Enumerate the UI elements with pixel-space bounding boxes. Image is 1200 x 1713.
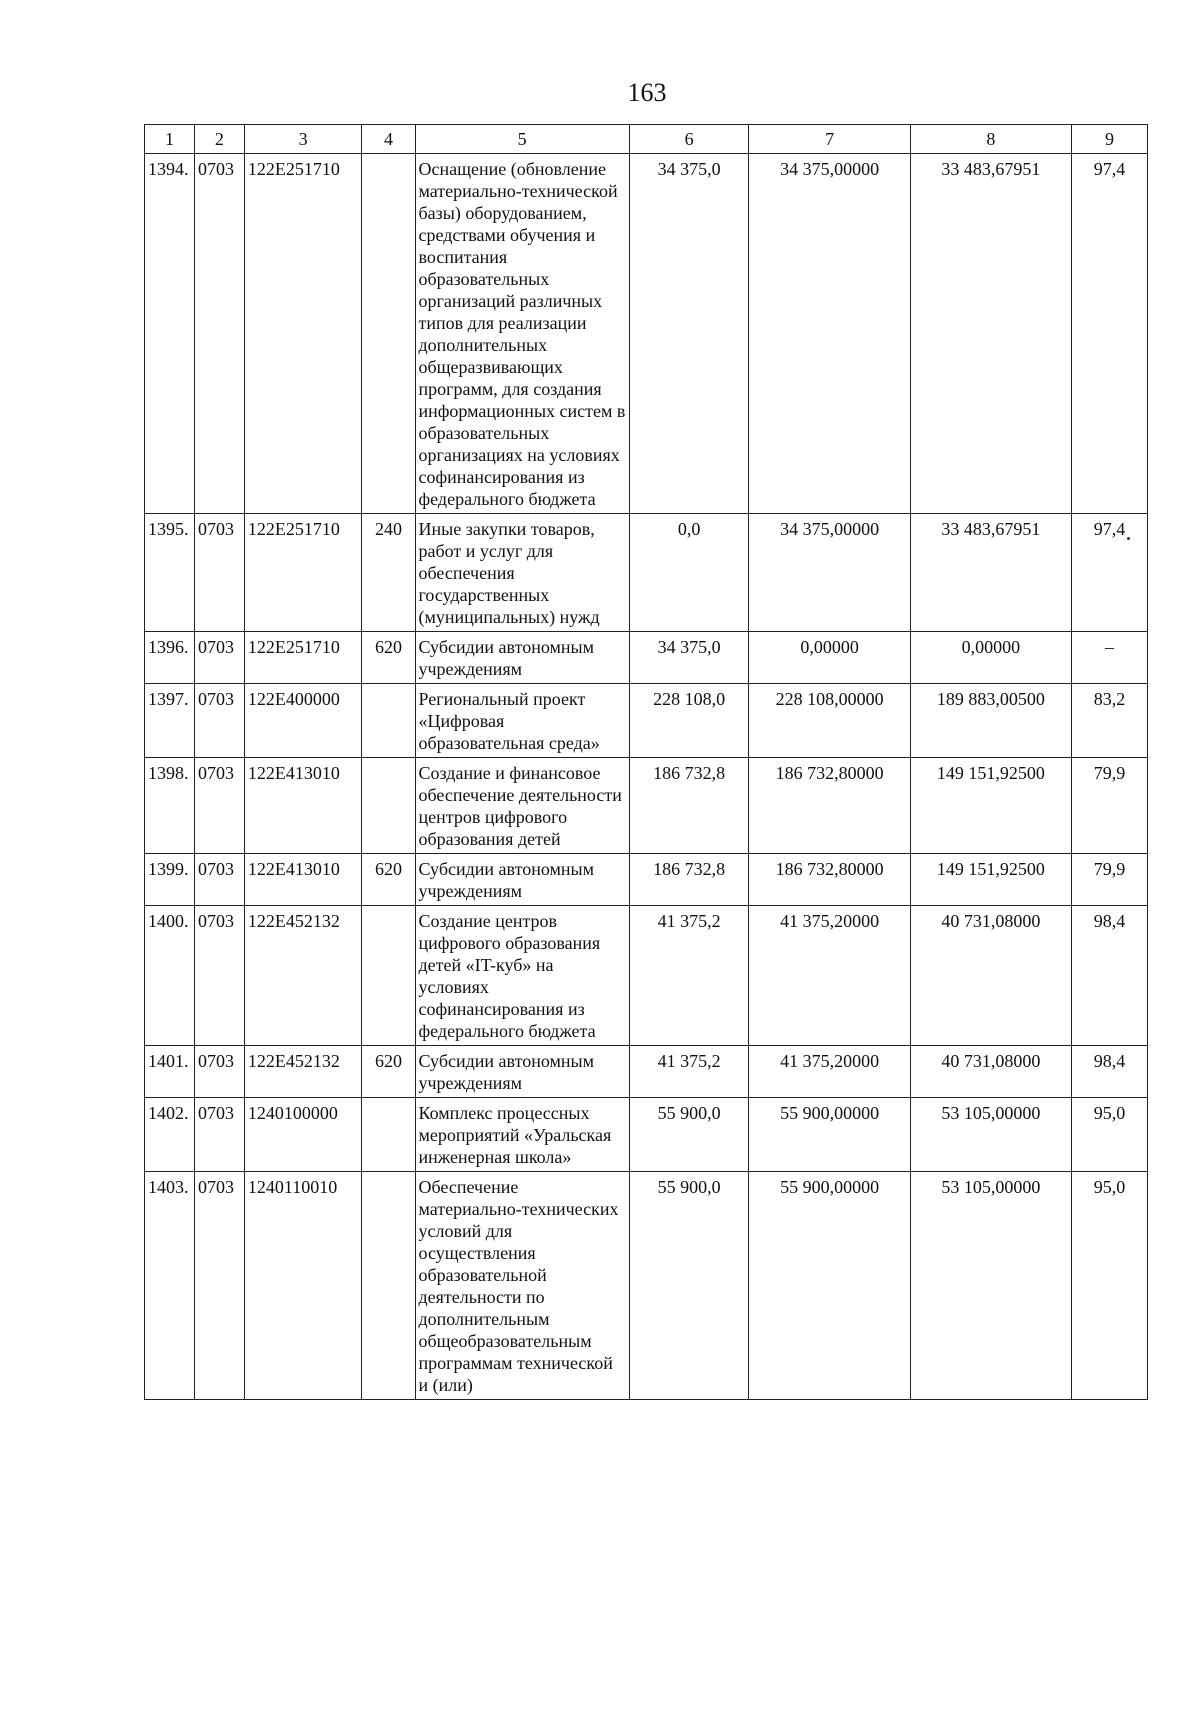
expense-type-code: 240 [362, 514, 415, 632]
executed-amount: 149 151,92500 [910, 854, 1071, 906]
executed-amount: 53 105,00000 [910, 1172, 1071, 1400]
item-name: Региональный проект «Цифровая образовательная среда» [415, 684, 629, 758]
expense-type-code: 620 [362, 632, 415, 684]
expense-type-code [362, 906, 415, 1046]
target-article-code: 122E251710 [244, 154, 362, 514]
table-row [145, 684, 1148, 758]
table-row [145, 854, 1148, 906]
planned-amount: 55 900,0 [629, 1172, 749, 1400]
execution-percent: 95,0 [1072, 1172, 1148, 1400]
execution-percent: 83,2 [1072, 684, 1148, 758]
item-name: Субсидии автономным учреждениям [415, 632, 629, 684]
section-code: 0703 [194, 684, 244, 758]
section-code: 0703 [194, 1172, 244, 1400]
planned-amount: 34 375,0 [629, 632, 749, 684]
refined-amount: 0,00000 [749, 632, 910, 684]
execution-percent: 98,4 [1072, 1046, 1148, 1098]
section-code: 0703 [194, 854, 244, 906]
table-row [145, 758, 1148, 854]
executed-amount: 0,00000 [910, 632, 1071, 684]
executed-amount: 40 731,08000 [910, 906, 1071, 1046]
header-col-7: 7 [749, 125, 910, 154]
planned-amount: 0,0 [629, 514, 749, 632]
item-name: Оснащение (обновление материально-технической базы) оборудованием, средствами обучения и воспитания образовательных организаций различных типов для реализации дополнительных общеразвивающих программ, для создания информационных систем в образовательных организациях на условиях софинансирования из федерального бюджета [415, 154, 629, 514]
execution-percent: – [1072, 632, 1148, 684]
section-code: 0703 [194, 514, 244, 632]
table-row [145, 1046, 1148, 1098]
target-article-code: 122E251710 [244, 632, 362, 684]
item-name: Обеспечение материально-технических условий для осуществления образовательной деятельности по дополнительным общеобразовательным программам технической и (или) [415, 1172, 629, 1400]
planned-amount: 41 375,2 [629, 906, 749, 1046]
header-col-8: 8 [910, 125, 1071, 154]
header-col-5: 5 [415, 125, 629, 154]
row-number: 1395. [145, 514, 195, 632]
refined-amount: 34 375,00000 [749, 514, 910, 632]
row-number: 1397. [145, 684, 195, 758]
expense-type-code: 620 [362, 854, 415, 906]
header-col-9: 9 [1072, 125, 1148, 154]
scan-speck [1127, 537, 1130, 540]
expense-type-code [362, 1098, 415, 1172]
target-article-code: 122E413010 [244, 854, 362, 906]
planned-amount: 228 108,0 [629, 684, 749, 758]
target-article-code: 122E452132 [244, 1046, 362, 1098]
target-article-code: 122E452132 [244, 906, 362, 1046]
row-number: 1403. [145, 1172, 195, 1400]
planned-amount: 55 900,0 [629, 1098, 749, 1172]
refined-amount: 34 375,00000 [749, 154, 910, 514]
target-article-code: 122E400000 [244, 684, 362, 758]
refined-amount: 186 732,80000 [749, 854, 910, 906]
execution-percent: 95,0 [1072, 1098, 1148, 1172]
refined-amount: 41 375,20000 [749, 1046, 910, 1098]
item-name: Создание центров цифрового образования детей «IT-куб» на условиях софинансирования из федерального бюджета [415, 906, 629, 1046]
item-name: Субсидии автономным учреждениям [415, 1046, 629, 1098]
item-name: Субсидии автономным учреждениям [415, 854, 629, 906]
header-row [145, 125, 1148, 154]
header-col-2: 2 [194, 125, 244, 154]
table-row [145, 154, 1148, 514]
section-code: 0703 [194, 154, 244, 514]
row-number: 1394. [145, 154, 195, 514]
execution-percent: 97,4 [1072, 154, 1148, 514]
row-number: 1398. [145, 758, 195, 854]
row-number: 1399. [145, 854, 195, 906]
row-number: 1401. [145, 1046, 195, 1098]
target-article-code: 122E251710 [244, 514, 362, 632]
execution-percent: 97,4 [1072, 514, 1148, 632]
section-code: 0703 [194, 632, 244, 684]
execution-percent: 79,9 [1072, 854, 1148, 906]
expense-type-code [362, 758, 415, 854]
executed-amount: 149 151,92500 [910, 758, 1071, 854]
table-row [145, 1098, 1148, 1172]
executed-amount: 33 483,67951 [910, 514, 1071, 632]
table-row [145, 1172, 1148, 1400]
item-name: Иные закупки товаров, работ и услуг для обеспечения государственных (муниципальных) нужд [415, 514, 629, 632]
row-number: 1400. [145, 906, 195, 1046]
refined-amount: 228 108,00000 [749, 684, 910, 758]
refined-amount: 41 375,20000 [749, 906, 910, 1046]
table-row [145, 906, 1148, 1046]
executed-amount: 189 883,00500 [910, 684, 1071, 758]
section-code: 0703 [194, 1046, 244, 1098]
executed-amount: 33 483,67951 [910, 154, 1071, 514]
header-col-4: 4 [362, 125, 415, 154]
expense-type-code [362, 154, 415, 514]
section-code: 0703 [194, 1098, 244, 1172]
page-number: 163 [627, 78, 667, 107]
refined-amount: 55 900,00000 [749, 1172, 910, 1400]
header-col-1: 1 [145, 125, 195, 154]
planned-amount: 34 375,0 [629, 154, 749, 514]
target-article-code: 122E413010 [244, 758, 362, 854]
refined-amount: 55 900,00000 [749, 1098, 910, 1172]
header-col-3: 3 [244, 125, 362, 154]
header-col-6: 6 [629, 125, 749, 154]
table-row [145, 632, 1148, 684]
row-number: 1396. [145, 632, 195, 684]
target-article-code: 1240100000 [244, 1098, 362, 1172]
section-code: 0703 [194, 758, 244, 854]
item-name: Создание и финансовое обеспечение деятельности центров цифрового образования детей [415, 758, 629, 854]
item-name: Комплекс процессных мероприятий «Уральская инженерная школа» [415, 1098, 629, 1172]
refined-amount: 186 732,80000 [749, 758, 910, 854]
target-article-code: 1240110010 [244, 1172, 362, 1400]
planned-amount: 186 732,8 [629, 758, 749, 854]
expense-type-code [362, 684, 415, 758]
section-code: 0703 [194, 906, 244, 1046]
executed-amount: 53 105,00000 [910, 1098, 1071, 1172]
expense-type-code [362, 1172, 415, 1400]
planned-amount: 186 732,8 [629, 854, 749, 906]
execution-percent: 79,9 [1072, 758, 1148, 854]
planned-amount: 41 375,2 [629, 1046, 749, 1098]
expense-type-code: 620 [362, 1046, 415, 1098]
row-number: 1402. [145, 1098, 195, 1172]
execution-percent: 98,4 [1072, 906, 1148, 1046]
budget-table [144, 124, 1148, 1400]
executed-amount: 40 731,08000 [910, 1046, 1071, 1098]
table-row [145, 514, 1148, 632]
